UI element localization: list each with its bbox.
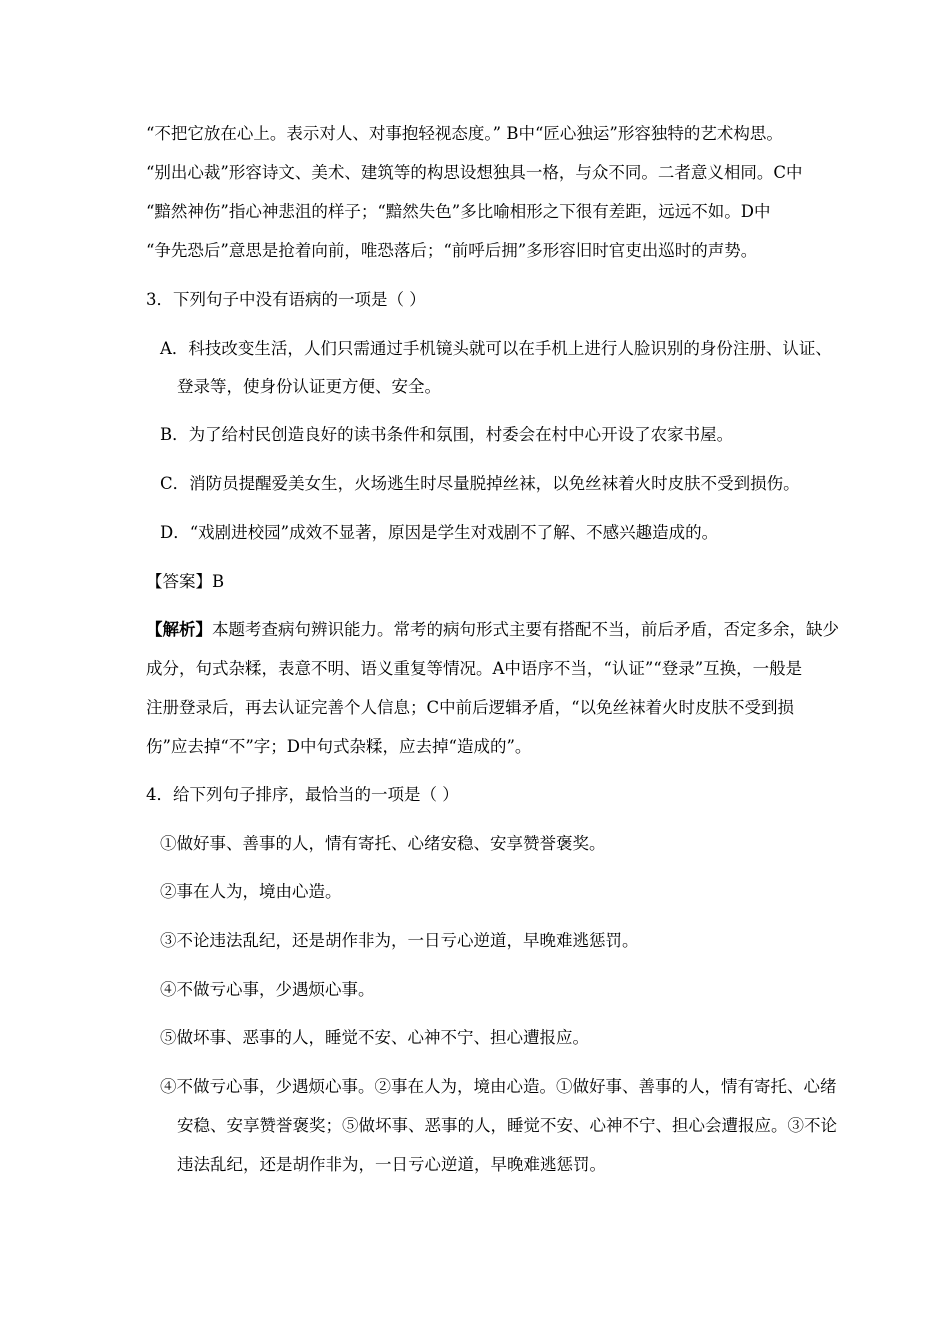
q4-sentence-5: ⑤做坏事、恶事的人，睡觉不安、心神不宁、担心遭报应。 bbox=[160, 1028, 589, 1047]
q3-option-a-line-1: A．科技改变生活，人们只需通过手机镜头就可以在手机上进行人脸识别的身份注册、认证、 bbox=[160, 339, 832, 358]
text-line-1: “不把它放在心上。表示对人、对事抱轻视态度。” B中“匠心独运”形容独特的艺术构思。 bbox=[146, 124, 783, 143]
q3-option-d: D．“戏剧进校园”成效不显著，原因是学生对戏剧不了解、不感兴趣造成的。 bbox=[160, 523, 719, 542]
q4-answer-line-3: 违法乱纪，还是胡作非为，一日亏心逆道，早晚难逃惩罚。 bbox=[177, 1155, 606, 1174]
q4-sentence-3: ③不论违法乱纪，还是胡作非为，一日亏心逆道，早晚难逃惩罚。 bbox=[160, 931, 639, 950]
q3-analysis-line-2: 成分，句式杂糅，表意不明、语义重复等情况。A中语序不当，“认证”“登录”互换，一般是 bbox=[146, 659, 803, 678]
text-line-4: “争先恐后”意思是抢着向前，唯恐落后；“前呼后拥”多形容旧时官吏出巡时的声势。 bbox=[146, 241, 758, 260]
q3-option-a-line-2: 登录等，使身份认证更方便、安全。 bbox=[177, 377, 441, 396]
question-4: 4．给下列句子排序，最恰当的一项是（ ） bbox=[146, 785, 459, 804]
q4-sentence-2: ②事在人为，境由心造。 bbox=[160, 882, 342, 901]
q4-sentence-1: ①做好事、善事的人，情有寄托、心绪安稳、安享赞誉褒奖。 bbox=[160, 834, 606, 853]
q4-answer-line-2: 安稳、安享赞誉褒奖；⑤做坏事、恶事的人，睡觉不安、心神不宁、担心会遭报应。③不论 bbox=[177, 1116, 837, 1135]
q3-analysis-line-4: 伤”应去掉“不”字；D中句式杂糅，应去掉“造成的”。 bbox=[146, 737, 532, 756]
question-3: 3．下列句子中没有语病的一项是（ ） bbox=[146, 290, 426, 309]
q4-sentence-4: ④不做亏心事，少遇烦心事。 bbox=[160, 980, 375, 999]
q3-option-c: C．消防员提醒爱美女生，火场逃生时尽量脱掉丝袜，以免丝袜着火时皮肤不受到损伤。 bbox=[160, 474, 800, 493]
q3-answer: 【答案】B bbox=[146, 572, 225, 591]
analysis-text: 本题考查病句辨识能力。常考的病句形式主要有搭配不当，前后矛盾，否定多余，缺少 bbox=[212, 620, 839, 639]
text-line-3: “黯然神伤”指心神悲沮的样子；“黯然失色”多比喻相形之下很有差距，远远不如。D中 bbox=[146, 202, 771, 221]
q3-analysis-line-1 bbox=[146, 620, 839, 640]
q3-option-b: B．为了给村民创造良好的读书条件和氛围，村委会在村中心开设了农家书屋。 bbox=[160, 425, 734, 444]
analysis-label: 【解析】 bbox=[146, 620, 212, 639]
q4-answer-line-1: ④不做亏心事，少遇烦心事。②事在人为，境由心造。①做好事、善事的人，情有寄托、心绪 bbox=[160, 1077, 837, 1096]
q3-analysis-line-3: 注册登录后，再去认证完善个人信息；C中前后逻辑矛盾，“以免丝袜着火时皮肤不受到损 bbox=[146, 698, 795, 717]
text-line-2: “别出心裁”形容诗文、美术、建筑等的构思设想独具一格，与众不同。二者意义相同。C中 bbox=[146, 163, 803, 182]
